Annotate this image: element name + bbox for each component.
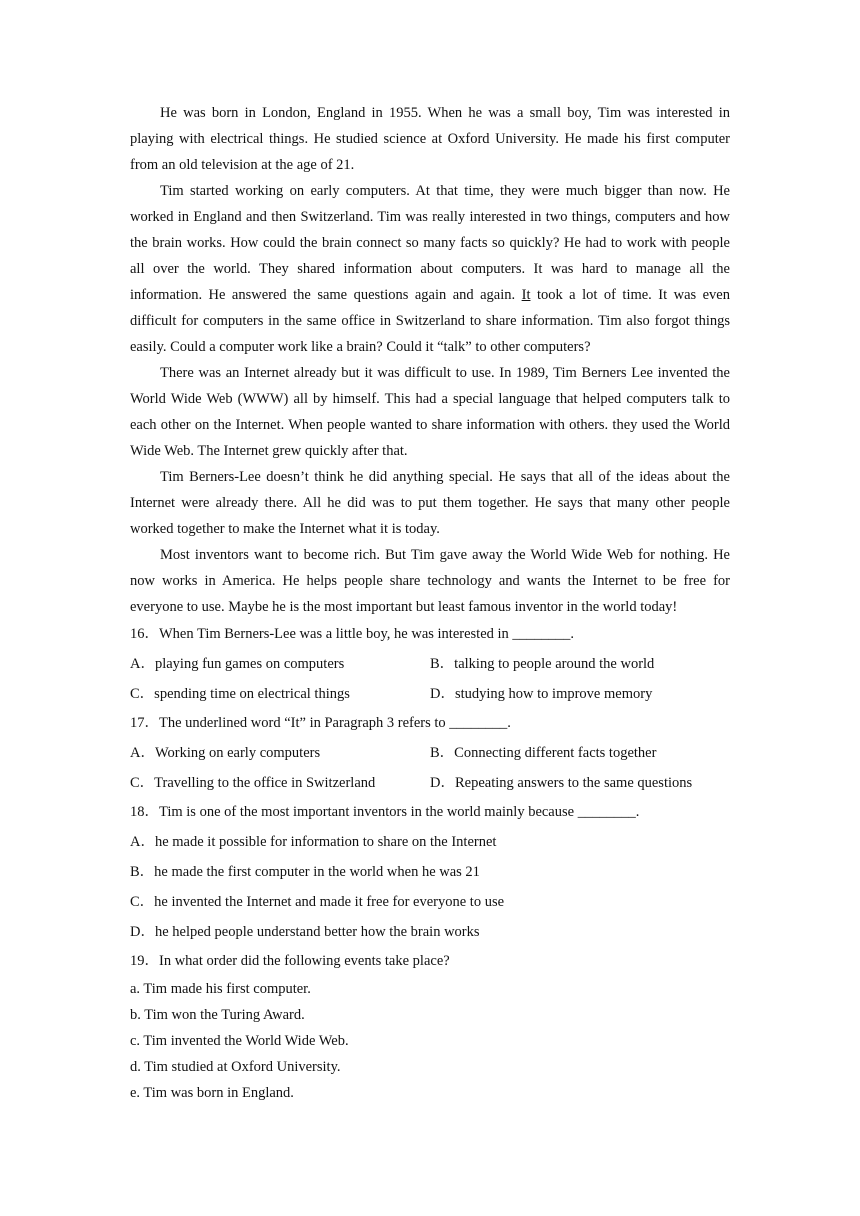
question-16-options-row-2 — [130, 679, 730, 709]
question-17 — [130, 709, 730, 798]
question-16-option-d: D．studying how to improve memory — [430, 686, 653, 702]
question-16 — [130, 620, 730, 709]
question-17-options-row-1 — [130, 738, 730, 768]
passage-paragraph-5: Most inventors want to become rich. But Tim gave away the World Wide Web for nothing. He now works in America. He helps people share technology and wants the Internet to be free for everyone to use. Maybe he is the most important but least famous inventor in the world today! — [130, 547, 730, 615]
question-18-option-a: A．he made it possible for information to share on the Internet — [130, 834, 497, 850]
question-19-event-b: b. Tim won the Turing Award. — [130, 1007, 305, 1023]
question-17-option-d: D．Repeating answers to the same questions — [430, 775, 693, 791]
passage-paragraph-2 — [130, 178, 730, 360]
question-17-options-row-2 — [130, 768, 730, 798]
question-16-option-c: C．spending time on electrical things — [130, 686, 350, 702]
question-17-option-a: A．Working on early computers — [130, 745, 321, 761]
question-18-option-d: D．he helped people understand better how the brain works — [130, 924, 480, 940]
document-page — [130, 100, 730, 1106]
question-18-stem: 18．Tim is one of the most important inventors in the world mainly because ________. — [130, 804, 640, 820]
paragraph-2-text-after: took a lot of time. It was even difficult for computers in the same office in Switzerland to share information. Tim also forgot things easily. Could a computer work like a brain? Could it “talk” to other computers? — [130, 287, 730, 355]
question-19-event-a: a. Tim made his first computer. — [130, 981, 311, 997]
question-19-event-d: d. Tim studied at Oxford University. — [130, 1059, 341, 1075]
question-16-options-row-1 — [130, 649, 730, 679]
question-16-stem: 16．When Tim Berners-Lee was a little boy, he was interested in ________. — [130, 626, 575, 642]
question-17-stem: 17．The underlined word “It” in Paragraph 3 refers to ________. — [130, 715, 511, 731]
question-19-stem: 19．In what order did the following events take place? — [130, 953, 450, 969]
question-19-event-c: c. Tim invented the World Wide Web. — [130, 1033, 349, 1049]
question-18 — [130, 798, 730, 947]
question-17-option-b: B．Connecting different facts together — [430, 745, 657, 761]
question-17-option-c: C．Travelling to the office in Switzerland — [130, 775, 376, 791]
passage-paragraph-1: He was born in London, England in 1955. When he was a small boy, Tim was interested in playing with electrical things. He studied science at Oxford University. He made his first computer from an old television at the age of 21. — [130, 105, 730, 173]
question-16-option-a: A．playing fun games on computers — [130, 656, 345, 672]
paragraph-2-text-before: Tim started working on early computers. At that time, they were much bigger than now. He worked in England and then Switzerland. Tim was really interested in two things, computers and how the brain works. How could the brain connect so many facts so quickly? He had to work with people all over the world. They shared information about computers. It was hard to manage all the information. He answered the same questions again and again. — [130, 183, 730, 303]
passage-paragraph-3: There was an Internet already but it was difficult to use. In 1989, Tim Berners Lee invented the World Wide Web (WWW) all by himself. This had a special language that helped computers talk to each other on the Internet. When people wanted to share information with others. they used the World Wide Web. The Internet grew quickly after that. — [130, 365, 730, 459]
question-16-option-b: B．talking to people around the world — [430, 656, 655, 672]
question-18-option-c: C．he invented the Internet and made it free for everyone to use — [130, 894, 505, 910]
passage-paragraph-4: Tim Berners-Lee doesn’t think he did anything special. He says that all of the ideas about the Internet were already there. All he did was to put them together. He says that many other people worked together to make the Internet what it is today. — [130, 469, 730, 537]
question-19 — [130, 947, 730, 1106]
underlined-word-it: It — [521, 287, 531, 303]
question-18-option-b: B．he made the first computer in the world when he was 21 — [130, 864, 480, 880]
question-19-event-e: e. Tim was born in England. — [130, 1085, 294, 1101]
